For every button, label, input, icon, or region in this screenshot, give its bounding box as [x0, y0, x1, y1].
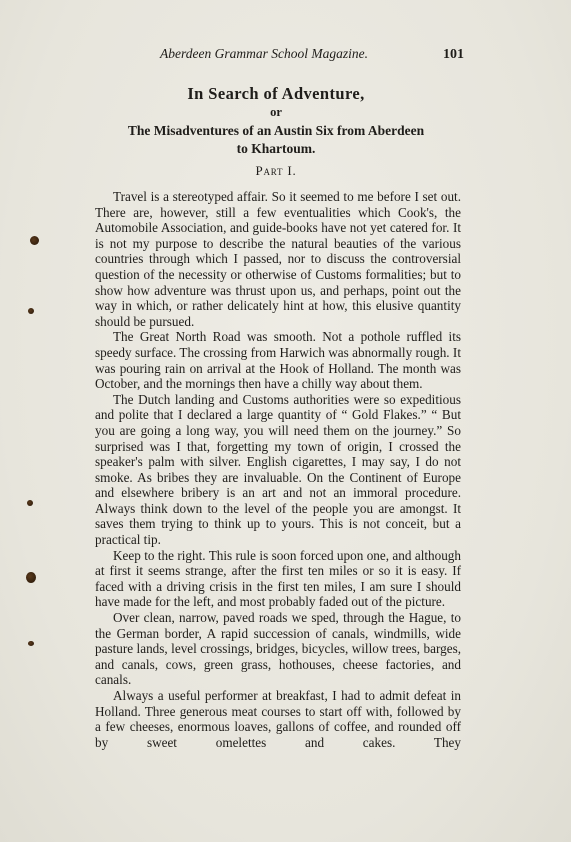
paragraph: Always a useful performer at breakfast, I had to admit defeat in Holland. Three generous meat courses to start off with, followed by a few cheeses, enormous loaves, gallons of coffee, and rounded off by sweet omelettes and cakes. They	[95, 688, 461, 750]
magazine-title: Aberdeen Grammar School Magazine.	[160, 46, 368, 61]
binding-hole-4	[26, 572, 36, 583]
article-body	[95, 189, 461, 750]
paragraph: The Great North Road was smooth. Not a pothole ruffled its speedy surface. The crossing from Harwich was abnormally rough. It was pouring rain on arrival at the Hook of Holland. The month was October, and the mornings then have a chilly way about them.	[95, 329, 461, 392]
paragraph: Over clean, narrow, paved roads we sped, through the Hague, to the German border, A rapid succession of canals, windmills, wide pasture lands, level crossings, bridges, bicycles, willow trees, barges, and canals, cows, green grass, hothouses, cheese factories, and canals.	[95, 610, 461, 688]
page-number: 101	[443, 47, 464, 62]
part-heading: Part I.	[255, 163, 297, 178]
paragraph: Keep to the right. This rule is soon forced upon one, and although at first it seems strange, after the first ten miles or so it is easy. If faced with a driving crisis in the first ten miles, I am sure I should have made for the left, and most probably faded out of the picture.	[95, 547, 461, 610]
binding-hole-5	[28, 641, 34, 646]
article-title-or: or	[270, 105, 282, 119]
binding-hole-1	[30, 236, 39, 245]
binding-hole-3	[27, 500, 33, 506]
paragraph: Travel is a stereotyped affair. So it seemed to me before I set out. There are, however, still a few eventualities which Cook's, the Automobile Association, and guide-books have not yet catered for. It is not my purpose to describe the natural beauties of the various countries through which I passed, nor to discuss the controversial question of the necessity or otherwise of Customs formalities; but to show how adventure was thrust upon us, and perhaps, point out the way in which, or rather delicately hint at how, this elusive quantity should be pursued.	[95, 189, 461, 329]
binding-hole-2	[28, 308, 34, 314]
article-subtitle-line-1: The Misadventures of an Austin Six from Aberdeen	[127, 123, 425, 138]
article-title: In Search of Adventure,	[187, 84, 365, 103]
paragraph: The Dutch landing and Customs authorities were so expeditious and polite that I declared a large quantity of “ Gold Flakes.” “ But you are going a long way, you will need them on the journey.” So surprised was I that, forgetting my town of origin, I crossed the speaker's palm with silver. English cigarettes, I may say, I do not smoke. As bribes they are invaluable. On the Continent of Europe and elsewhere bribery is an art and not an immoral procedure. Always think down to the level of the people you are amongst. It saves them trying to think up to yours. This is not conceit, but a practical tip.	[95, 391, 461, 548]
running-head	[160, 46, 464, 63]
article-title-block	[90, 84, 462, 158]
article-subtitle-line-2: to Khartoum.	[236, 141, 316, 156]
